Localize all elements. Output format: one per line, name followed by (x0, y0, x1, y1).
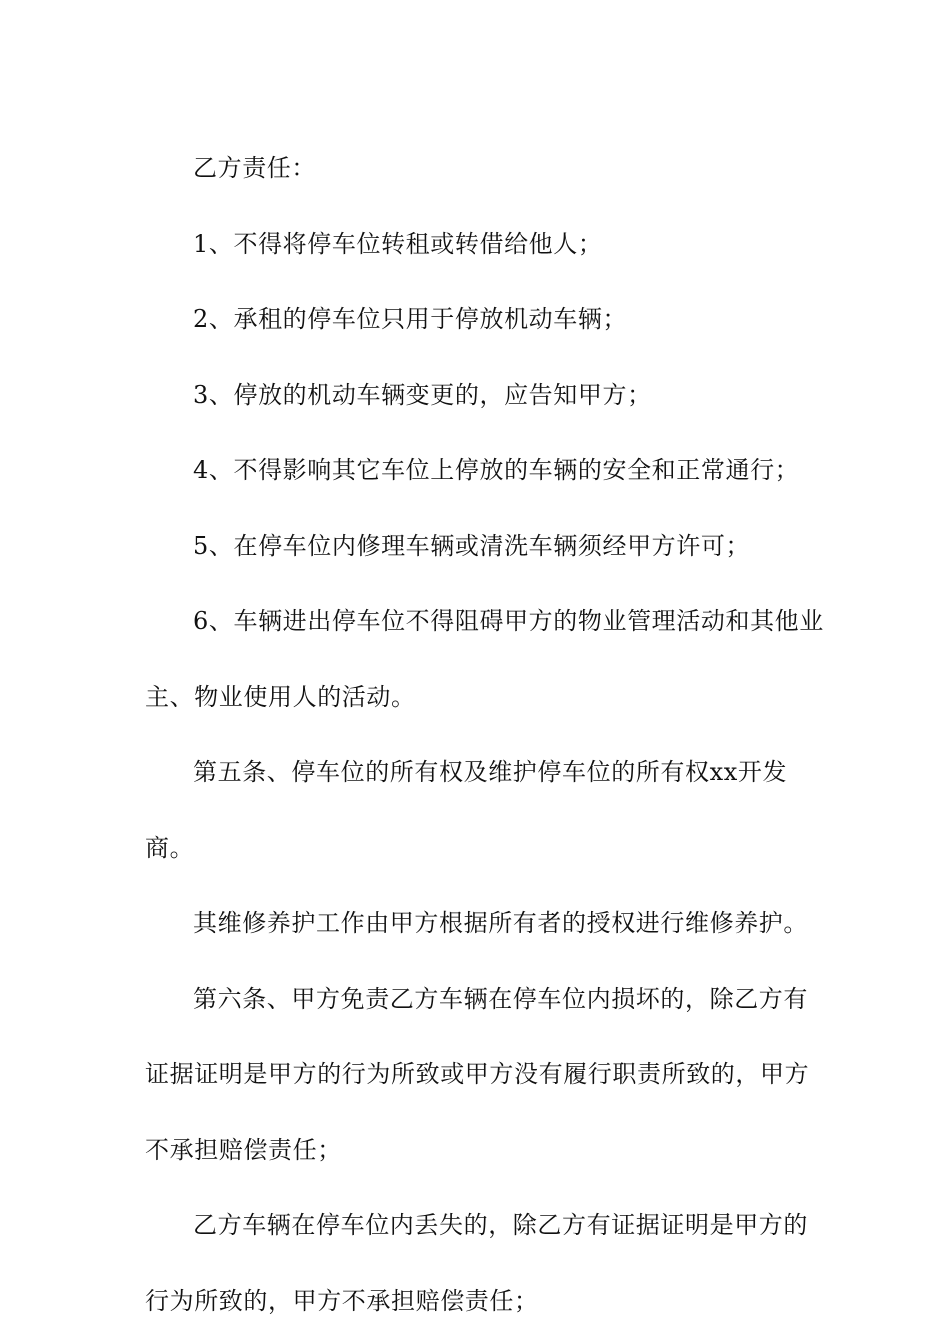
paragraph-article-5: 第五条、停车位的所有权及维护停车位的所有权xx开发商。 (145, 758, 788, 862)
paragraph-item-6: 6、车辆进出停车位不得阻碍甲方的物业管理活动和其他业主、物业使用人的活动。 (145, 607, 824, 711)
paragraph-item-1: 1、不得将停车位转租或转借给他人； (193, 229, 603, 258)
paragraph-vehicle-loss: 乙方车辆在停车位内丢失的，除乙方有证据证明是甲方的行为所致的，甲方不承担赔偿责任； (145, 1211, 808, 1315)
paragraph-item-2: 2、承租的停车位只用于停放机动车辆； (193, 305, 628, 333)
paragraph-maintenance: 其维修养护工作由甲方根据所有者的授权进行维修养护。 (193, 909, 808, 937)
paragraph-party-b-responsibility-heading: 乙方责任： (193, 154, 316, 182)
paragraph-item-5: 5、在停车位内修理车辆或清洗车辆须经甲方许可； (193, 531, 751, 560)
document-body (145, 131, 825, 1339)
paragraph-item-3: 3、停放的机动车辆变更的，应告知甲方； (193, 380, 652, 409)
paragraph-item-4: 4、不得影响其它车位上停放的车辆的安全和正常通行； (193, 456, 800, 484)
paragraph-article-6: 第六条、甲方免责乙方车辆在停车位内损坏的，除乙方有证据证明是甲方的行为所致或甲方没有履行职责所致的，甲方不承担赔偿责任； (145, 984, 810, 1164)
